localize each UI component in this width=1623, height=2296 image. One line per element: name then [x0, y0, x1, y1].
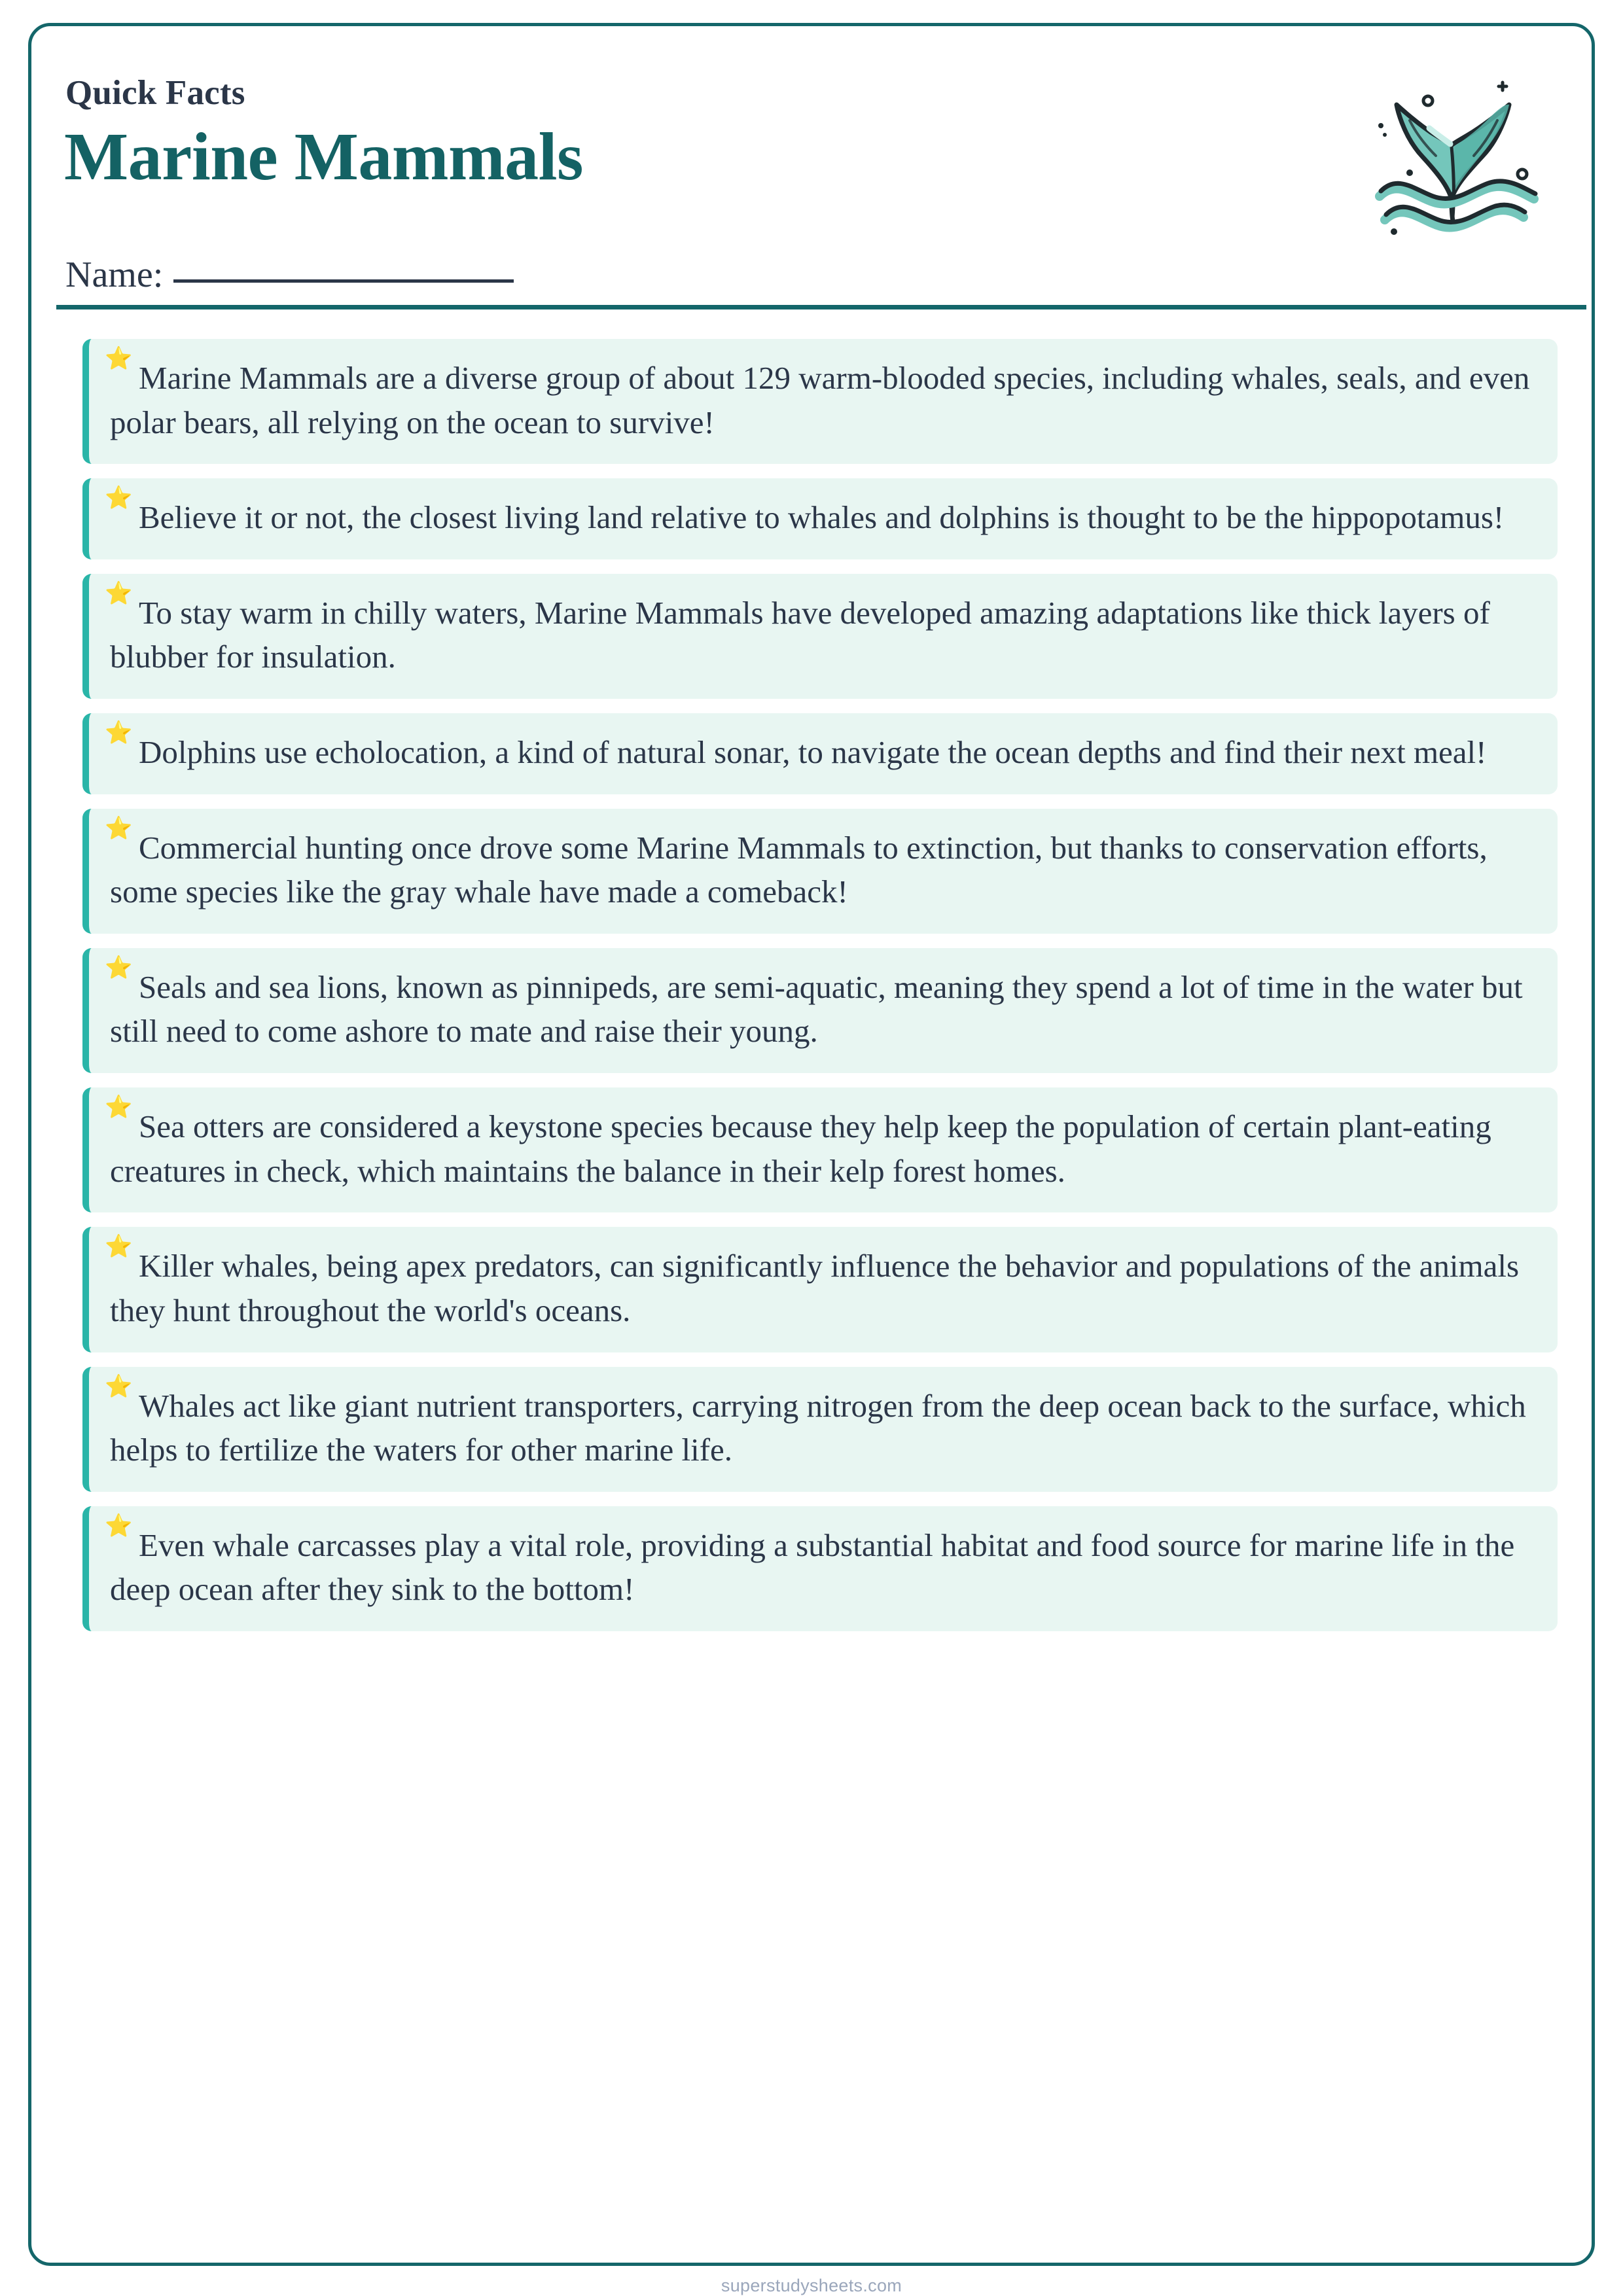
eyebrow-quick-facts: Quick Facts	[65, 74, 245, 112]
fact-card	[82, 574, 1558, 699]
name-input-line[interactable]	[173, 279, 514, 283]
star-icon: ⭐	[105, 955, 133, 980]
worksheet-frame	[28, 23, 1595, 2266]
fact-text: Killer whales, being apex predators, can significantly influence the behavior and populations of the animals they hunt throughout the world's oceans.	[110, 1248, 1520, 1328]
star-icon: ⭐	[105, 1374, 133, 1399]
fact-card	[82, 1367, 1558, 1492]
worksheet-header	[31, 26, 1592, 308]
fact-text: Whales act like giant nutrient transporters, carrying nitrogen from the deep ocean back to the surface, which helps to fertilize the waters for other marine life.	[110, 1387, 1526, 1468]
star-icon: ⭐	[105, 581, 133, 606]
star-icon: ⭐	[105, 1235, 133, 1260]
page-title: Marine Mammals	[64, 119, 584, 194]
fact-text: Sea otters are considered a keystone species because they help keep the population of certain plant-eating creatures in check, which maintains the balance in their kelp forest homes.	[110, 1108, 1491, 1189]
star-icon: ⭐	[105, 486, 133, 511]
fact-text: Even whale carcasses play a vital role, providing a substantial habitat and food source for marine life in the deep ocean after they sink to the bottom!	[110, 1527, 1515, 1608]
fact-card	[82, 1087, 1558, 1212]
star-icon: ⭐	[105, 1513, 133, 1538]
star-icon: ⭐	[105, 347, 133, 371]
fact-text: To stay warm in chilly waters, Marine Mammals have developed amazing adaptations like thick layers of blubber for insulation.	[110, 594, 1490, 675]
fact-card	[82, 339, 1558, 464]
star-icon: ⭐	[105, 1095, 133, 1120]
facts-list	[82, 339, 1558, 1646]
fact-card	[82, 809, 1558, 934]
fact-card	[82, 948, 1558, 1073]
star-icon: ⭐	[105, 816, 133, 841]
fact-text: Believe it or not, the closest living land relative to whales and dolphins is thought to be the hippopotamus!	[139, 499, 1505, 536]
fact-text: Commercial hunting once drove some Marine Mammals to extinction, but thanks to conservation efforts, some species like the gray whale have made a comeback!	[110, 829, 1488, 910]
whale-tail-icon	[1334, 58, 1550, 254]
name-field-row	[65, 256, 514, 293]
fact-card	[82, 713, 1558, 794]
footer-site-url: superstudysheets.com	[721, 2276, 902, 2295]
fact-card	[82, 1227, 1558, 1352]
star-icon: ⭐	[105, 721, 133, 746]
fact-text: Seals and sea lions, known as pinnipeds, are semi-aquatic, meaning they spend a lot of time in the water but still need to come ashore to mate and raise their young.	[110, 968, 1523, 1050]
fact-card	[82, 1506, 1558, 1631]
name-label: Name:	[65, 255, 164, 295]
fact-card	[82, 478, 1558, 559]
header-divider	[56, 305, 1586, 309]
fact-text: Dolphins use echolocation, a kind of natural sonar, to navigate the ocean depths and find their next meal!	[139, 734, 1487, 771]
fact-text: Marine Mammals are a diverse group of about 129 warm-blooded species, including whales, seals, and even polar bears, all relying on the ocean to survive!	[110, 360, 1530, 440]
